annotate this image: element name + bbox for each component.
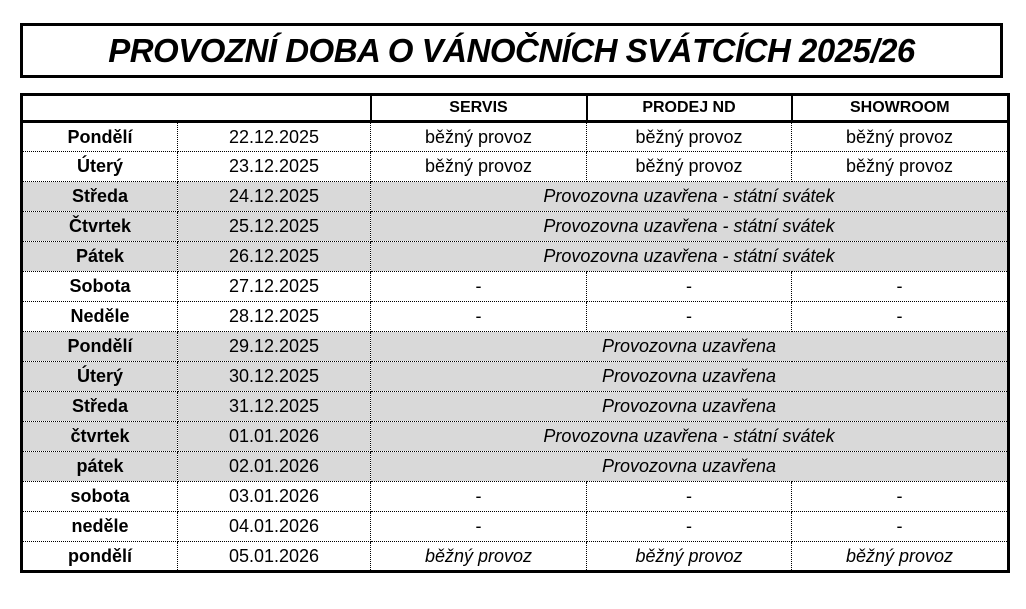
header-row xyxy=(22,95,1009,122)
day-cell: Čtvrtek xyxy=(22,212,178,242)
schedule-table xyxy=(20,93,1010,573)
status-cell: běžný provoz xyxy=(371,542,587,572)
status-cell: běžný provoz xyxy=(792,122,1009,152)
merged-status-cell: Provozovna uzavřena xyxy=(371,392,1009,422)
status-cell: běžný provoz xyxy=(587,152,792,182)
header-servis: SERVIS xyxy=(371,95,587,122)
date-cell: 02.01.2026 xyxy=(178,452,371,482)
table-row xyxy=(22,182,1009,212)
status-cell: - xyxy=(371,512,587,542)
day-cell: Úterý xyxy=(22,362,178,392)
day-cell: Sobota xyxy=(22,272,178,302)
day-cell: neděle xyxy=(22,512,178,542)
merged-status-cell: Provozovna uzavřena - státní svátek xyxy=(371,422,1009,452)
status-cell: - xyxy=(792,512,1009,542)
table-row xyxy=(22,542,1009,572)
date-cell: 31.12.2025 xyxy=(178,392,371,422)
table-row xyxy=(22,512,1009,542)
date-cell: 23.12.2025 xyxy=(178,152,371,182)
day-cell: Středa xyxy=(22,392,178,422)
merged-status-cell: Provozovna uzavřena - státní svátek xyxy=(371,242,1009,272)
status-cell: - xyxy=(792,482,1009,512)
header-showroom: SHOWROOM xyxy=(792,95,1009,122)
status-cell: - xyxy=(371,272,587,302)
date-cell: 26.12.2025 xyxy=(178,242,371,272)
status-cell: - xyxy=(371,482,587,512)
day-cell: Úterý xyxy=(22,152,178,182)
header-prodej-nd: PRODEJ ND xyxy=(587,95,792,122)
date-cell: 03.01.2026 xyxy=(178,482,371,512)
table-row xyxy=(22,332,1009,362)
table-row xyxy=(22,482,1009,512)
date-cell: 22.12.2025 xyxy=(178,122,371,152)
date-cell: 04.01.2026 xyxy=(178,512,371,542)
table-row xyxy=(22,452,1009,482)
page-title: PROVOZNÍ DOBA O VÁNOČNÍCH SVÁTCÍCH 2025/26 xyxy=(108,31,915,69)
status-cell: - xyxy=(792,302,1009,332)
date-cell: 30.12.2025 xyxy=(178,362,371,392)
day-cell: čtvrtek xyxy=(22,422,178,452)
date-cell: 28.12.2025 xyxy=(178,302,371,332)
table-row xyxy=(22,212,1009,242)
header-day-date-blank xyxy=(22,95,371,122)
table-row xyxy=(22,122,1009,152)
table-row xyxy=(22,362,1009,392)
status-cell: - xyxy=(587,482,792,512)
status-cell: - xyxy=(792,272,1009,302)
date-cell: 24.12.2025 xyxy=(178,182,371,212)
day-cell: pondělí xyxy=(22,542,178,572)
status-cell: - xyxy=(587,512,792,542)
status-cell: běžný provoz xyxy=(587,122,792,152)
day-cell: Pátek xyxy=(22,242,178,272)
status-cell: běžný provoz xyxy=(371,122,587,152)
table-row xyxy=(22,422,1009,452)
date-cell: 27.12.2025 xyxy=(178,272,371,302)
merged-status-cell: Provozovna uzavřena - státní svátek xyxy=(371,212,1009,242)
status-cell: běžný provoz xyxy=(792,542,1009,572)
merged-status-cell: Provozovna uzavřena xyxy=(371,452,1009,482)
day-cell: sobota xyxy=(22,482,178,512)
table-row xyxy=(22,302,1009,332)
day-cell: Středa xyxy=(22,182,178,212)
title-box xyxy=(20,23,1003,78)
status-cell: - xyxy=(587,272,792,302)
day-cell: Pondělí xyxy=(22,122,178,152)
status-cell: běžný provoz xyxy=(587,542,792,572)
status-cell: běžný provoz xyxy=(371,152,587,182)
date-cell: 29.12.2025 xyxy=(178,332,371,362)
date-cell: 25.12.2025 xyxy=(178,212,371,242)
day-cell: Pondělí xyxy=(22,332,178,362)
date-cell: 01.01.2026 xyxy=(178,422,371,452)
table-row xyxy=(22,272,1009,302)
day-cell: pátek xyxy=(22,452,178,482)
merged-status-cell: Provozovna uzavřena xyxy=(371,332,1009,362)
date-cell: 05.01.2026 xyxy=(178,542,371,572)
day-cell: Neděle xyxy=(22,302,178,332)
status-cell: běžný provoz xyxy=(792,152,1009,182)
status-cell: - xyxy=(371,302,587,332)
table-row xyxy=(22,152,1009,182)
merged-status-cell: Provozovna uzavřena - státní svátek xyxy=(371,182,1009,212)
merged-status-cell: Provozovna uzavřena xyxy=(371,362,1009,392)
status-cell: - xyxy=(587,302,792,332)
table-row xyxy=(22,242,1009,272)
table-row xyxy=(22,392,1009,422)
